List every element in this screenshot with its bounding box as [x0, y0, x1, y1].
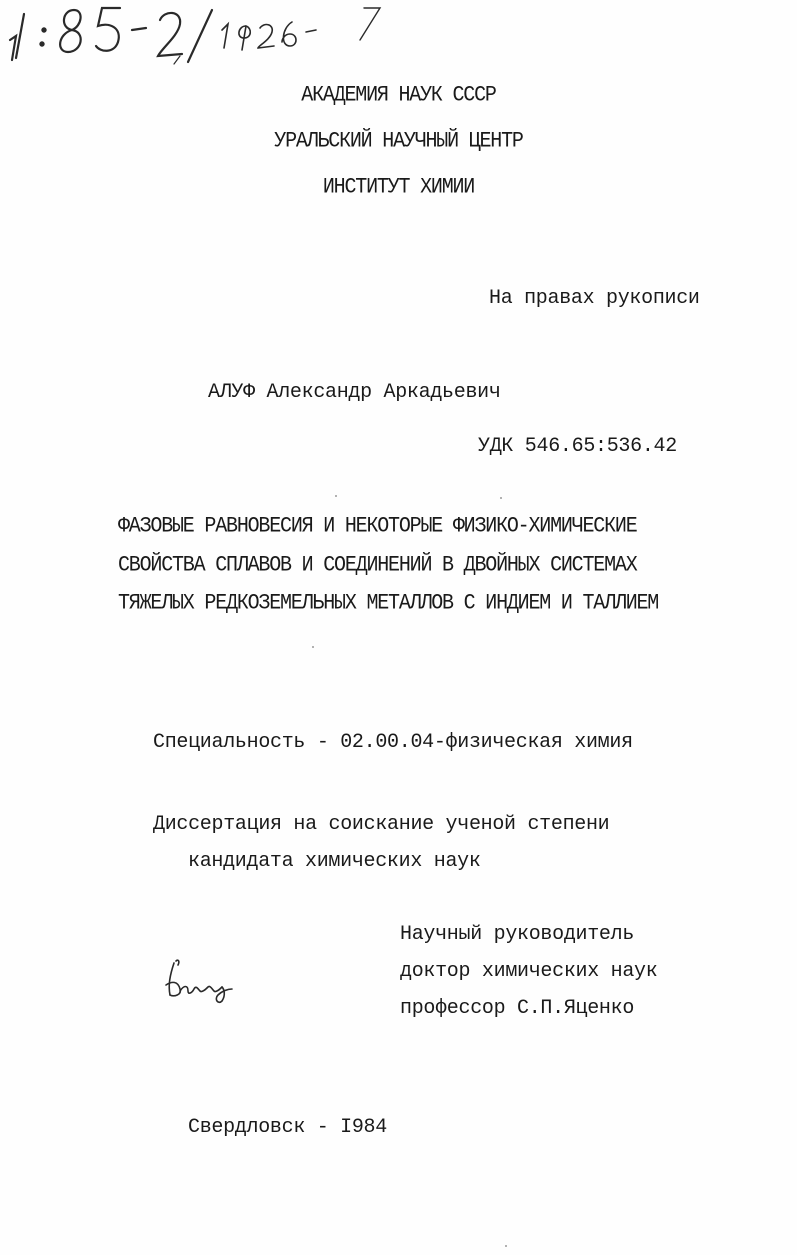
supervisor-name: профессор С.П.Яценко: [400, 997, 635, 1020]
org-line-academy: АКАДЕМИЯ НАУК СССР: [301, 82, 496, 109]
supervisor-degree: доктор химических наук: [400, 960, 658, 983]
paper-speck: [312, 646, 314, 648]
udc-code: УДК 546.65:536.42: [478, 435, 677, 458]
title-line-3: ТЯЖЕЛЫХ РЕДКОЗЕМЕЛЬНЫХ МЕТАЛЛОВ С ИНДИЕМ И ТАЛЛИЕМ: [118, 590, 659, 617]
dissertation-line-1: Диссертация на соискание ученой степени: [153, 813, 610, 836]
paper-speck: [500, 497, 502, 499]
dissertation-line-2: кандидата химических наук: [188, 850, 481, 873]
author-signature: [160, 955, 240, 1005]
paper-speck: [505, 1245, 507, 1247]
paper-speck: [335, 495, 337, 497]
manuscript-note: На правах рукописи: [489, 287, 700, 310]
org-line-center: УРАЛЬСКИЙ НАУЧНЫЙ ЦЕНТР: [274, 128, 523, 155]
specialty-line: Специальность - 02.00.04-физическая химия: [153, 731, 633, 754]
title-line-2: СВОЙСТВА СПЛАВОВ И СОЕДИНЕНИЙ В ДВОЙНЫХ СИСТЕМАХ: [118, 552, 637, 579]
author-name: АЛУФ Александр Аркадьевич: [208, 381, 501, 404]
supervisor-title: Научный руководитель: [400, 923, 635, 946]
city-year: Свердловск - I984: [188, 1116, 387, 1139]
handwritten-archive-mark: [2, 0, 402, 70]
title-line-1: ФАЗОВЫЕ РАВНОВЕСИЯ И НЕКОТОРЫЕ ФИЗИКО-ХИМИЧЕСКИЕ: [118, 513, 637, 540]
org-line-institute: ИНСТИТУТ ХИМИИ: [322, 174, 475, 201]
